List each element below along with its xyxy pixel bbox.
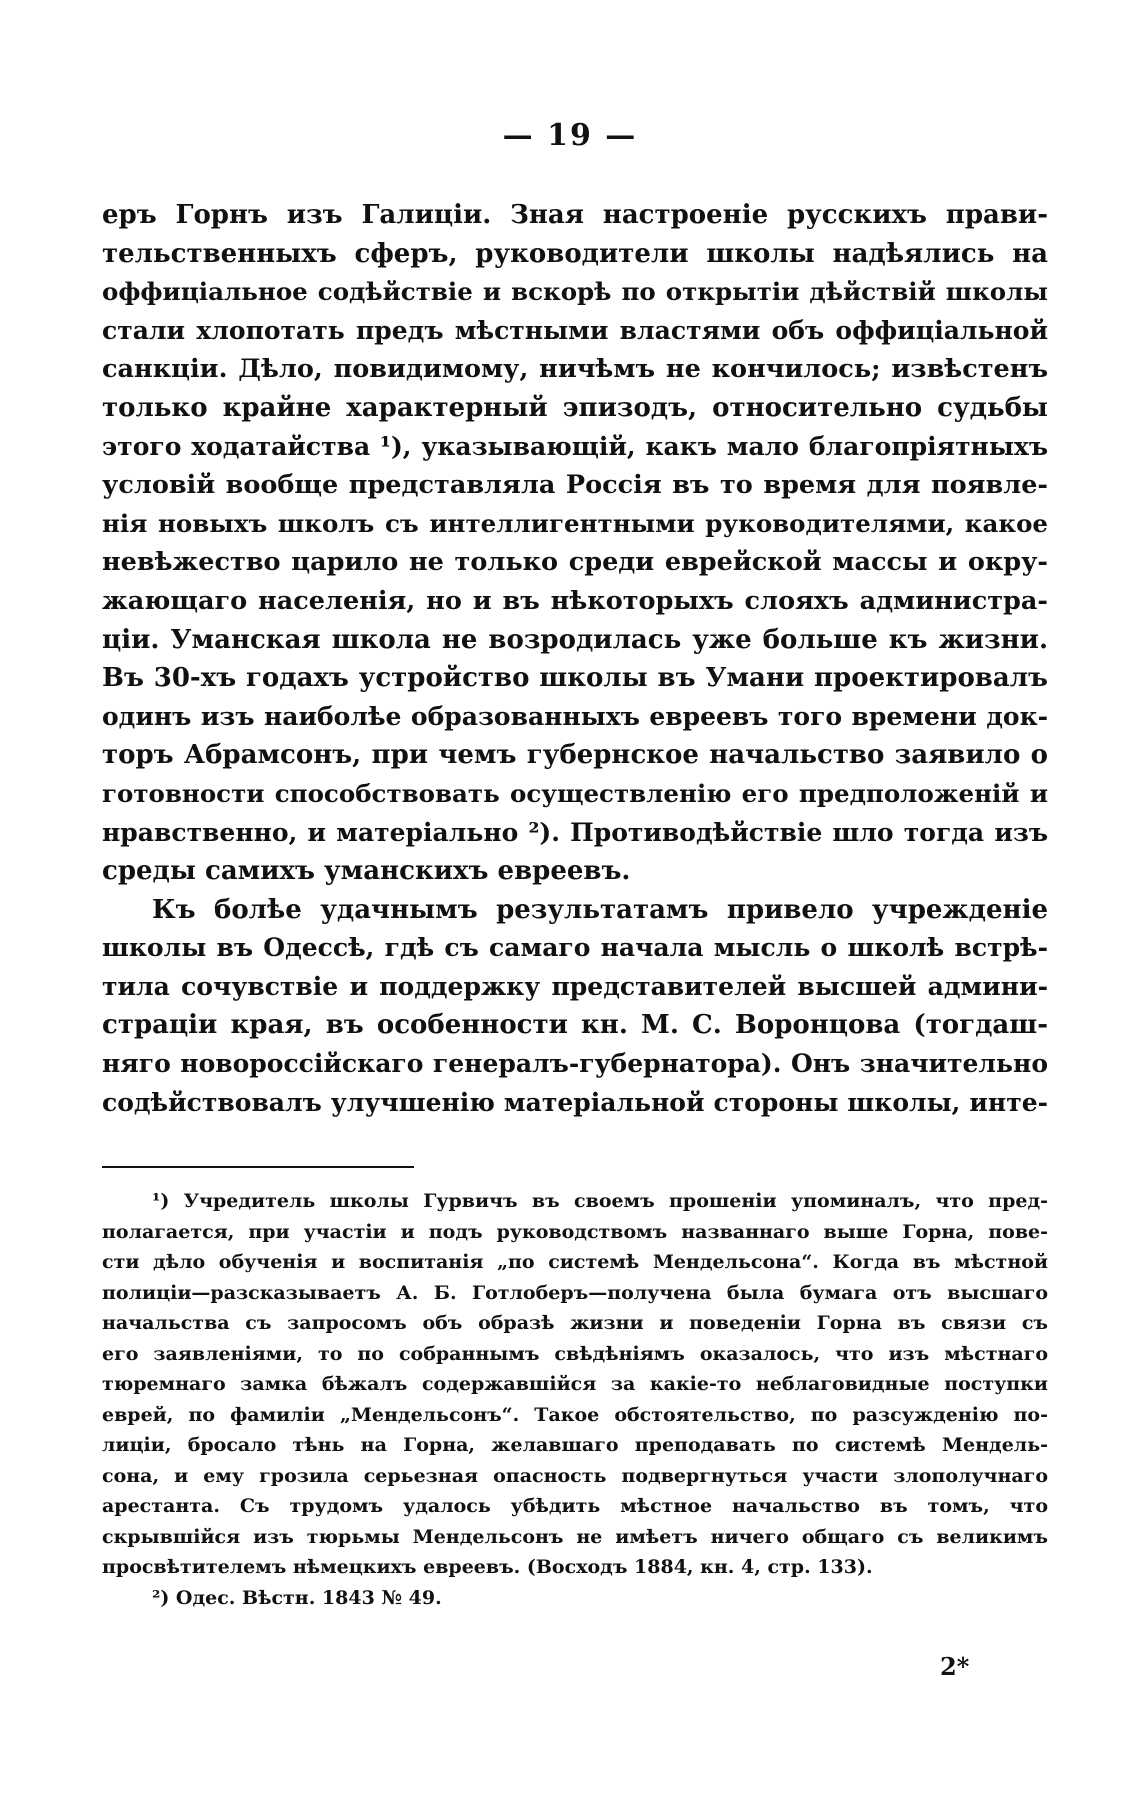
text-line: тельственныхъ сферъ, руководители школы надѣялись на [102, 238, 1048, 269]
footnotes [102, 1186, 1048, 1613]
footnote-line: еврей, по фамиліи „Мендельсонъ“. Такое обстоятельство, по разсужденію по- [102, 1403, 1048, 1426]
text-line: торъ Абрамсонъ, при чемъ губернское начальство заявило о [102, 740, 1048, 771]
text-line: готовности способствовать осуществленію его предположеній и [102, 778, 1048, 808]
text-line: школы въ Одессѣ, гдѣ съ самаго начала мысль о школѣ встрѣ- [102, 933, 1048, 963]
footnote-line: его заявленіями, то по собраннымъ свѣдѣніямъ оказалось, что изъ мѣстнаго [102, 1342, 1048, 1365]
text-line: нравственно, и матеріально ²). Противодѣйствіе шло тогда изъ [102, 817, 1048, 847]
text-line: этого ходатайства ¹), указывающій, какъ мало благопріятныхъ [102, 431, 1048, 461]
text-line: стали хлопотать предъ мѣстными властями объ оффиціальной [102, 315, 1048, 345]
footnote-line: сона, и ему грозила серьезная опасность подвергнуться участи злополучнаго [102, 1464, 1048, 1487]
text-line: санкціи. Дѣло, повидимому, ничѣмъ не кончилось; извѣстенъ [102, 354, 1048, 385]
footnote-line: лиціи, бросало тѣнь на Горна, желавшаго преподавать по системѣ Мендель- [102, 1434, 1048, 1456]
text-line: жающаго населенія, но и въ нѣкоторыхъ слояхъ администра- [102, 585, 1048, 616]
text-line: условій вообще представляла Россія въ то время для появле- [102, 470, 1048, 501]
footnote-line: арестанта. Съ трудомъ удалось убѣдить мѣстное начальство въ томъ, что [102, 1495, 1048, 1517]
text-line: нія новыхъ школъ съ интеллигентными руководителями, какое [102, 508, 1048, 538]
footnote-line: полагается, при участіи и подъ руководствомъ названнаго выше Горна, пове- [102, 1220, 1048, 1243]
text-line: тила сочувствіе и поддержку представителей высшей админи- [102, 971, 1048, 1001]
text-line: Въ 30-хъ годахъ устройство школы въ Умани проектировалъ [102, 663, 1048, 694]
signature-mark: 2* [940, 1652, 970, 1681]
text-line: содѣйствовалъ улучшенію матеріальной стороны школы, инте- [102, 1087, 1048, 1117]
text-line: еръ Горнъ изъ Галиціи. Зная настроеніе русскихъ прави- [102, 200, 1048, 230]
text-line: няго новороссійскаго генералъ-губернатора). Онъ значительно [102, 1049, 1048, 1079]
footnote-line: ²) Одес. Вѣстн. 1843 № 49. [152, 1586, 442, 1609]
footnote-line: сти дѣло обученія и воспитанія „по системѣ Мендельсона“. Когда въ мѣстной [102, 1251, 1048, 1273]
page-number: — 19 — [502, 118, 638, 153]
text-line-last: среды самихъ уманскихъ евреевъ. [102, 856, 631, 887]
text-line: страціи края, въ особенности кн. М. С. Воронцова (тогдаш- [102, 1010, 1048, 1041]
paragraph-start-line: Къ болѣе удачнымъ результатамъ привело учрежденіе [152, 894, 1048, 925]
text-line: оффиціальное содѣйствіе и вскорѣ по открытіи дѣйствій школы [102, 277, 1048, 307]
footnote-line: скрывшійся изъ тюрьмы Мендельсонъ не имѣетъ ничего общаго съ великимъ [102, 1525, 1048, 1548]
text-line: невѣжество царило не только среди еврейской массы и окру- [102, 547, 1048, 578]
footnote-line: полиціи—разсказываетъ А. Б. Готлоберъ—получена была бумага отъ высшаго [102, 1281, 1048, 1304]
text-line: ціи. Уманская школа не возродилась уже больше къ жизни. [102, 624, 1048, 655]
text-line: одинъ изъ наиболѣе образованныхъ евреевъ того времени док- [102, 701, 1048, 731]
footnote-line: начальства съ запросомъ объ образѣ жизни и поведеніи Горна въ связи съ [102, 1312, 1048, 1334]
footnote-line: тюремнаго замка бѣжалъ содержавшійся за какіе-то неблаговидные поступки [102, 1373, 1048, 1395]
main-text [102, 196, 1048, 1122]
footnote-divider [102, 1166, 414, 1168]
footnote-line: ¹) Учредитель школы Гурвичъ въ своемъ прошеніи упоминалъ, что пред- [152, 1190, 1048, 1212]
text-line: только крайне характерный эпизодъ, относительно судьбы [102, 392, 1048, 423]
footnote-line-last: просвѣтителемъ нѣмецкихъ евреевъ. (Восходъ 1884, кн. 4, стр. 133). [102, 1556, 873, 1578]
